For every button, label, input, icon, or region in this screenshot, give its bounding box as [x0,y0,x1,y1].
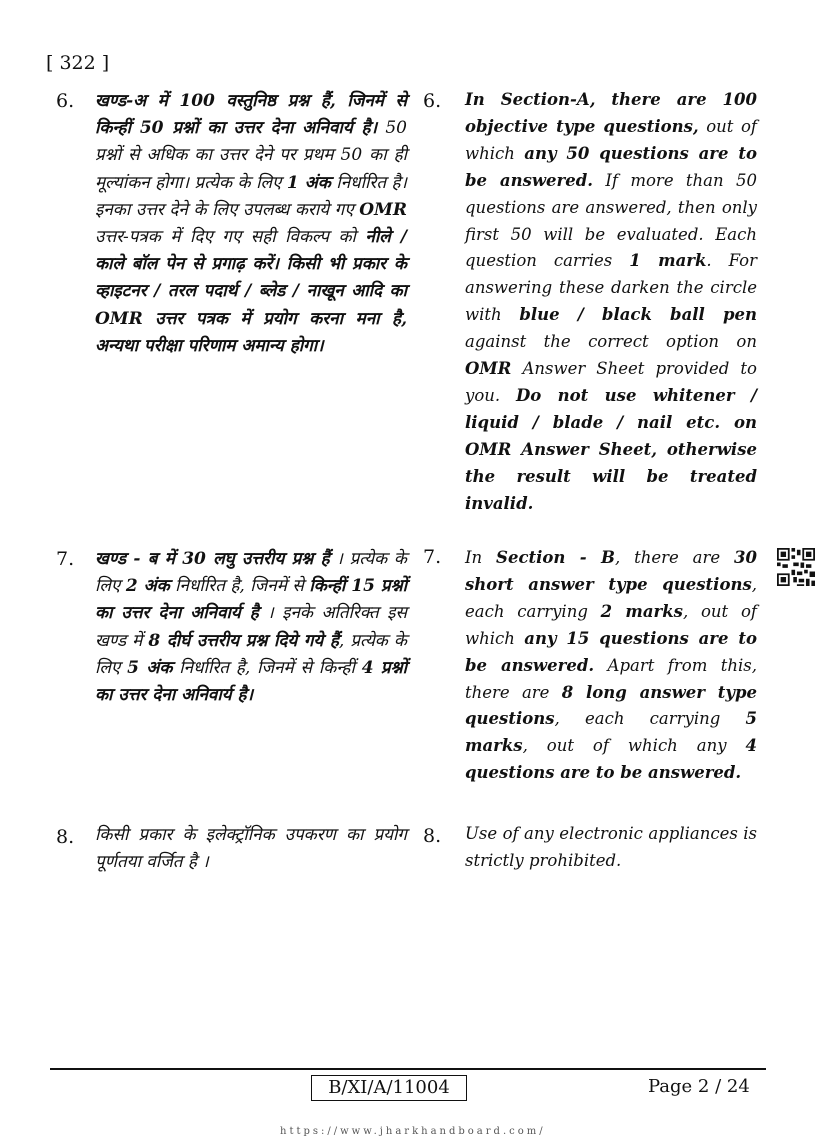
text-segment: Do not use whitener / liquid / blade / nail etc. on OMR Answer Sheet, otherwise the result will be treated invalid. [465,385,757,513]
text-segment: , there are [614,548,735,567]
text-segment: 1 अंक [286,172,331,193]
text-segment: If more than 50 questions are answered, then only first 50 will be evaluated. Each question carries [465,170,757,271]
text-segment: खण्ड-अ में 100 वस्तुनिष्ठ प्रश्न हैं, जिनमें से किन्हीं 50 प्रश्नों का उत्तर देना अनिवार्य है। [95,91,407,139]
instruction-7-number-english: 7. [423,546,442,568]
text-segment: OMR [359,199,407,220]
text-segment: किसी प्रकार के इलेक्ट्रॉनिक उपकरण का प्रयोग पूर्णतया वर्जित है । [95,825,407,873]
text-segment: 1 mark [629,251,707,271]
text-segment: any 50 questions are to be answered. [465,143,757,190]
qr-code-icon [777,548,815,586]
text-segment: Use of any electronic appliances is strictly prohibited. [465,824,757,870]
text-segment: , each carrying [465,574,757,621]
text-segment: 8 long answer type questions [465,682,757,729]
instruction-8-hindi-text [95,822,407,876]
bottom-cut-url: https://www.jharkhandboard.com/ [280,1126,546,1137]
text-segment: , out of which [465,601,758,648]
text-segment: निर्धारित है। इनका उत्तर देने के लिए उपलब्ध कराये गए [95,172,407,220]
instruction-6-number-english: 6. [423,90,442,112]
page-label: Page 2 / 24 [648,1076,750,1097]
text-segment: 5 अंक [127,657,173,678]
text-segment: 50 प्रश्नों से अधिक का उत्तर देने पर प्रथम 50 का ही मूल्यांकन होगा। प्रत्येक के लिए [95,118,407,193]
text-segment: . For answering these darken the circle with [465,251,757,325]
text-segment: , each carrying [554,709,746,729]
text-segment: , प्रत्येक के लिए [95,630,407,678]
page-number-bracket: [ 322 ] [46,52,110,74]
instruction-7-hindi-text [95,546,407,709]
instruction-8-number-hindi: 8. [56,826,75,848]
paper-code: B/XI/A/11004 [311,1075,467,1101]
text-segment: Apart from this, there are [465,655,758,702]
text-segment: 5 marks [465,709,757,756]
text-segment: । इनके अतिरिक्त इस खण्ड में [95,603,407,651]
footer-rule [50,1068,766,1070]
instruction-6-english-text [465,87,757,518]
text-segment: out of which [465,116,757,163]
text-segment: निर्धारित है, जिनमें से [169,576,310,597]
text-segment: any 15 questions are to be answered. [465,628,757,675]
text-segment: खण्ड - ब में 30 लघु उत्तरीय प्रश्न हैं [95,549,330,569]
text-segment: Answer Sheet provided to you. [465,359,757,405]
instruction-8-english-text [465,821,757,875]
text-segment: 4 questions are to be answered. [465,736,757,783]
text-segment: 8 दीर्घ उत्तरीय प्रश्न दिये गये हैं [148,630,339,651]
instruction-8-number-english: 8. [423,825,442,847]
instruction-7-english-text [465,545,757,787]
text-segment: 2 अंक [125,576,170,597]
text-segment: blue / black ball pen [519,305,757,325]
text-segment: नीले / काले बॉल पेन से प्रगाढ़ करें। किसी भी प्रकार के व्हाइटनर / तरल पदार्थ / ब्लेड / नाखून आदि का OMR उत्तर पत्रक में प्रयोग करना मना है, अन्यथा परीक्षा परिणाम अमान्य होगा। [95,227,407,356]
text-segment: किन्हीं 15 प्रश्नों का उत्तर देना अनिवार्य है [95,576,408,624]
text-segment: 2 marks [600,601,683,621]
instruction-6-number-hindi: 6. [56,90,75,112]
text-segment: , out of which any [522,736,746,756]
instruction-7-number-hindi: 7. [56,548,75,570]
text-segment: । प्रत्येक के लिए [95,549,407,597]
text-segment: निर्धारित है, जिनमें से किन्हीं [172,657,362,678]
text-segment: In Section-A, there are 100 objective type questions, [465,90,757,136]
text-segment: against the correct option on [465,332,757,352]
text-segment: 30 short answer type questions [465,548,757,594]
text-segment: OMR [465,359,512,379]
text-segment: उत्तर-पत्रक में दिए गए सही विकल्प को [95,227,366,248]
text-segment: 4 प्रश्नों का उत्तर देना अनिवार्य है। [95,657,407,706]
instruction-6-hindi-text [95,88,407,360]
text-segment: Section - B [496,548,615,567]
text-segment: In [465,548,497,567]
